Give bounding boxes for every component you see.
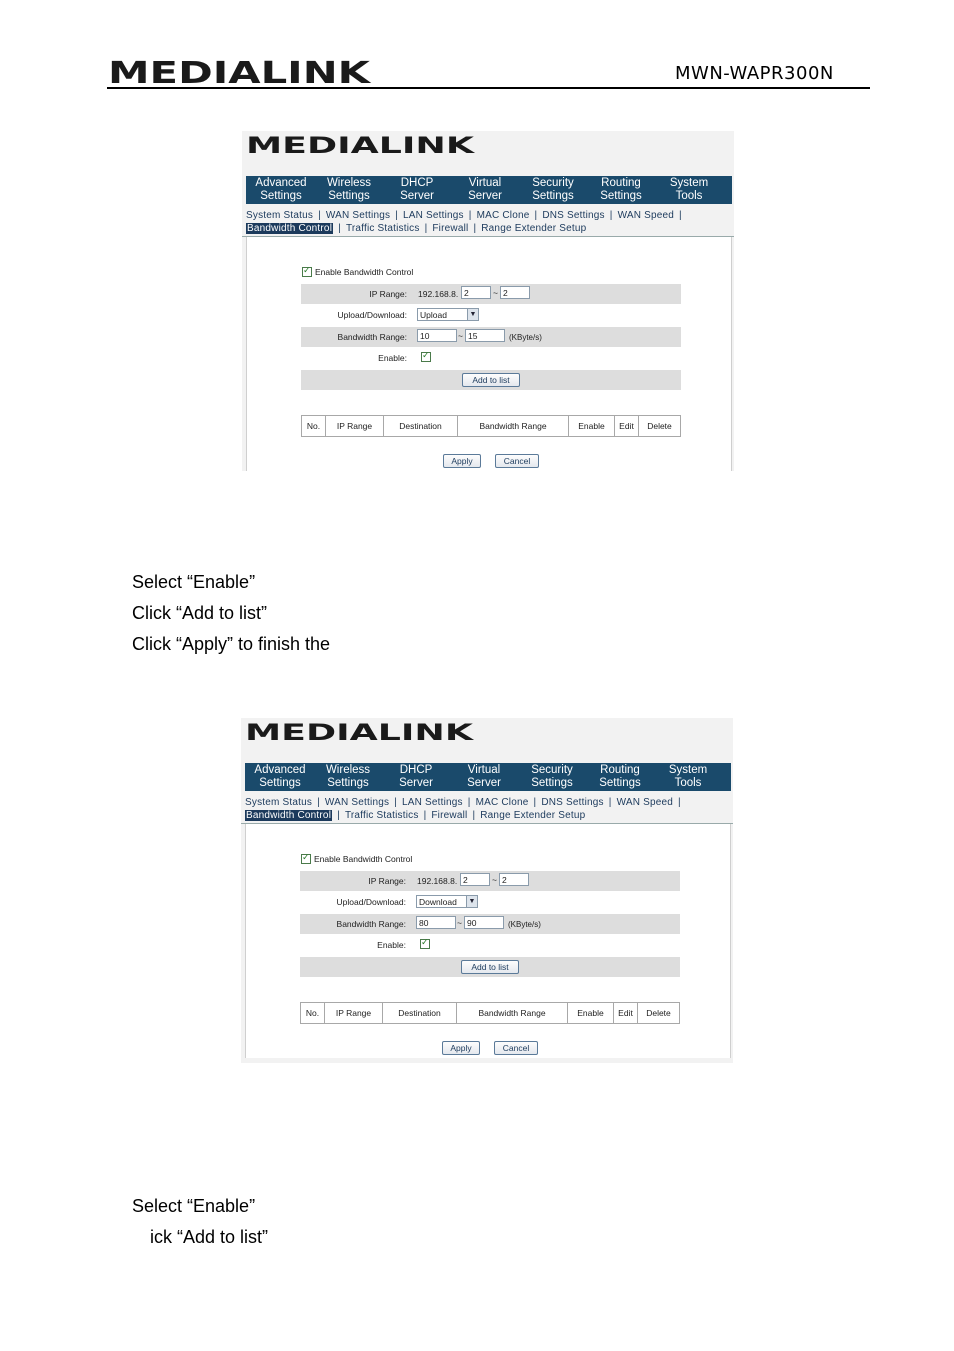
ip-end-input[interactable]: 2 (499, 873, 529, 886)
nav-routing-settings[interactable]: Routing Settings (600, 177, 642, 202)
cancel-button[interactable]: Cancel (495, 454, 539, 468)
updown-label: Upload/Download: (337, 310, 407, 320)
enable-checkbox[interactable] (420, 939, 430, 949)
col-enable: Enable (569, 416, 615, 436)
subnav-system-status[interactable]: System Status (246, 210, 314, 221)
nav-security-settings[interactable]: Security Settings (532, 177, 574, 202)
subnav-wan-speed[interactable]: WAN Speed (617, 210, 675, 221)
bandwidth-max-input[interactable]: 90 (464, 916, 504, 929)
col-enable: Enable (568, 1003, 614, 1023)
subnav-row-1: System Status | WAN Settings | LAN Settings | MAC Clone | DNS Settings | WAN Speed | (246, 210, 682, 221)
updown-select[interactable] (416, 895, 478, 908)
enable-bandwidth-label: Enable Bandwidth Control (314, 854, 413, 864)
subnav-range-extender-setup[interactable]: Range Extender Setup (481, 223, 587, 234)
subnav-dns-settings[interactable]: DNS Settings (542, 210, 605, 221)
subnav-traffic-statistics[interactable]: Traffic Statistics (345, 223, 420, 234)
ip-start-input[interactable]: 2 (461, 286, 491, 299)
subnav-traffic-statistics[interactable]: Traffic Statistics (344, 810, 419, 821)
bandwidth-min-input[interactable]: 80 (416, 916, 456, 929)
ip-start-input[interactable]: 2 (460, 873, 490, 886)
subnav-firewall[interactable]: Firewall (431, 810, 468, 821)
col-ip-range: IP Range (326, 416, 384, 436)
ip-prefix: 192.168.8. (418, 289, 459, 299)
svg-text:MEDIALINK: MEDIALINK (108, 58, 373, 86)
chevron-down-icon[interactable]: ▼ (467, 309, 478, 320)
nav-virtual-server[interactable]: Virtual Server (467, 764, 501, 789)
instruction-line: Select “Enable” (132, 572, 256, 592)
subnav-firewall[interactable]: Firewall (432, 223, 469, 234)
header-rule (107, 87, 870, 89)
bandwidth-range-label: Bandwidth Range: (337, 332, 407, 342)
cancel-button[interactable]: Cancel (494, 1041, 538, 1055)
col-bandwidth-range: Bandwidth Range (457, 1003, 568, 1023)
screenshot-upload (242, 131, 734, 471)
col-destination: Destination (383, 1003, 457, 1023)
nav-security-settings[interactable]: Security Settings (531, 764, 573, 789)
nav-routing-settings[interactable]: Routing Settings (599, 764, 641, 789)
subnav-row-2: Bandwidth Control | Traffic Statistics | Firewall | Range Extender Setup (247, 223, 587, 234)
bandwidth-min-input[interactable]: 10 (417, 329, 457, 342)
main-nav (245, 763, 731, 791)
range-separator: ~ (458, 331, 463, 341)
rules-table (300, 1002, 680, 1024)
apply-button[interactable]: Apply (442, 1041, 480, 1055)
nav-wireless-settings[interactable]: Wireless Settings (326, 177, 372, 202)
subnav-system-status[interactable]: System Status (245, 797, 313, 808)
add-to-list-button[interactable]: Add to list (462, 373, 520, 387)
screenshot-download (241, 718, 733, 1063)
nav-dhcp-server[interactable]: DHCP Server (400, 177, 434, 202)
nav-system-tools[interactable]: System Tools (669, 177, 709, 202)
enable-bandwidth-checkbox[interactable] (301, 854, 311, 864)
enable-bandwidth-label: Enable Bandwidth Control (315, 267, 414, 277)
subnav-dns-settings[interactable]: DNS Settings (541, 797, 604, 808)
nav-advanced-settings[interactable]: Advanced Settings (254, 764, 306, 789)
main-nav (246, 176, 732, 204)
col-no: No. (301, 1003, 325, 1023)
nav-wireless-settings[interactable]: Wireless Settings (325, 764, 371, 789)
medialink-logo (246, 135, 476, 155)
nav-virtual-server[interactable]: Virtual Server (468, 177, 502, 202)
col-edit: Edit (615, 416, 639, 436)
subnav-wan-speed[interactable]: WAN Speed (616, 797, 674, 808)
instruction-line: Click “Apply” to finish the (132, 634, 331, 654)
updown-select[interactable] (417, 308, 479, 321)
range-separator: ~ (492, 875, 497, 885)
rules-table (301, 415, 681, 437)
subnav-bandwidth-control[interactable]: Bandwidth Control (246, 810, 332, 821)
bandwidth-max-input[interactable]: 15 (465, 329, 505, 342)
col-edit: Edit (614, 1003, 638, 1023)
range-separator: ~ (493, 288, 498, 298)
subnav-wan-settings[interactable]: WAN Settings (324, 797, 390, 808)
subnav-range-extender-setup[interactable]: Range Extender Setup (480, 810, 586, 821)
apply-button[interactable]: Apply (443, 454, 481, 468)
nav-dhcp-server[interactable]: DHCP Server (399, 764, 433, 789)
add-to-list-button[interactable]: Add to list (461, 960, 519, 974)
instruction-line: Select “Enable” (132, 1196, 256, 1216)
medialink-logo (108, 58, 373, 86)
updown-label: Upload/Download: (336, 897, 406, 907)
updown-value: Download (419, 897, 457, 907)
ip-end-input[interactable]: 2 (500, 286, 530, 299)
nav-advanced-settings[interactable]: Advanced Settings (255, 177, 307, 202)
subnav-row-2: Bandwidth Control | Traffic Statistics | Firewall | Range Extender Setup (246, 810, 586, 821)
enable-label: Enable: (377, 940, 406, 950)
svg-text:MEDIALINK: MEDIALINK (245, 722, 475, 742)
ip-prefix: 192.168.8. (417, 876, 458, 886)
nav-system-tools[interactable]: System Tools (668, 764, 708, 789)
subnav-wan-settings[interactable]: WAN Settings (325, 210, 391, 221)
col-delete: Delete (647, 421, 672, 431)
medialink-logo (245, 722, 475, 742)
bandwidth-control-panel (245, 824, 731, 1058)
range-separator: ~ (457, 918, 462, 928)
ip-range-label: IP Range: (368, 876, 406, 886)
bandwidth-range-label: Bandwidth Range: (336, 919, 406, 929)
bandwidth-unit: (KByte/s) (508, 920, 541, 929)
model-number: MWN-WAPR300N (675, 63, 834, 84)
subnav-mac-clone[interactable]: MAC Clone (476, 210, 530, 221)
col-no: No. (302, 416, 326, 436)
col-ip-range: IP Range (325, 1003, 383, 1023)
col-bandwidth-range: Bandwidth Range (458, 416, 569, 436)
subnav-lan-settings[interactable]: LAN Settings (402, 210, 464, 221)
enable-bandwidth-checkbox[interactable] (302, 267, 312, 277)
subnav-row-1: System Status | WAN Settings | LAN Settings | MAC Clone | DNS Settings | WAN Speed | (245, 797, 681, 808)
updown-value: Upload (420, 310, 447, 320)
col-destination: Destination (384, 416, 458, 436)
chevron-down-icon[interactable]: ▼ (466, 896, 477, 907)
enable-checkbox[interactable] (421, 352, 431, 362)
instruction-line: Click “Add to list” (132, 603, 268, 623)
subnav-lan-settings[interactable]: LAN Settings (401, 797, 463, 808)
bandwidth-control-panel (246, 237, 732, 471)
enable-label: Enable: (378, 353, 407, 363)
subnav-mac-clone[interactable]: MAC Clone (475, 797, 529, 808)
col-delete: Delete (646, 1008, 671, 1018)
subnav-bandwidth-control[interactable]: Bandwidth Control (247, 223, 333, 234)
ip-range-label: IP Range: (369, 289, 407, 299)
instruction-line: ick “Add to list” (150, 1227, 269, 1247)
bandwidth-unit: (KByte/s) (509, 333, 542, 342)
svg-text:MEDIALINK: MEDIALINK (246, 135, 476, 155)
